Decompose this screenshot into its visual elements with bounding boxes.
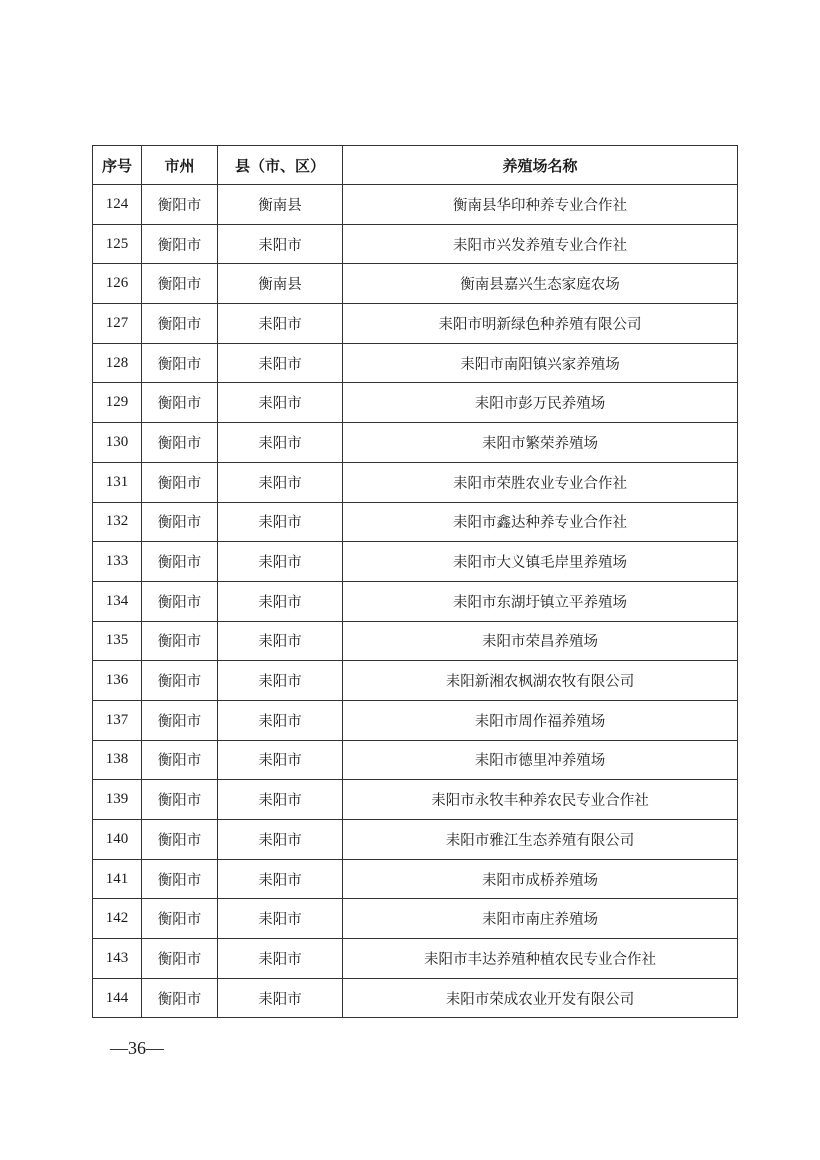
header-farm-name: 养殖场名称 — [343, 146, 738, 185]
table-row — [93, 661, 738, 701]
cell-county: 耒阳市 — [218, 423, 343, 463]
cell-farm-name: 耒阳市周作福养殖场 — [343, 700, 738, 740]
table-row — [93, 343, 738, 383]
cell-serial-number: 141 — [93, 859, 142, 899]
cell-county: 耒阳市 — [218, 661, 343, 701]
header-serial-number: 序号 — [93, 146, 142, 185]
cell-county: 耒阳市 — [218, 502, 343, 542]
page-number: —36— — [110, 1038, 164, 1058]
cell-farm-name: 耒阳市荣成农业开发有限公司 — [343, 978, 738, 1018]
cell-city: 衡阳市 — [142, 343, 218, 383]
cell-city: 衡阳市 — [142, 304, 218, 344]
header-county: 县（市、区） — [218, 146, 343, 185]
cell-farm-name: 耒阳市鑫达种养专业合作社 — [343, 502, 738, 542]
cell-county: 耒阳市 — [218, 780, 343, 820]
cell-farm-name: 耒阳市成桥养殖场 — [343, 859, 738, 899]
cell-county: 耒阳市 — [218, 581, 343, 621]
cell-city: 衡阳市 — [142, 780, 218, 820]
cell-city: 衡阳市 — [142, 939, 218, 979]
table-body — [93, 185, 738, 1018]
cell-serial-number: 142 — [93, 899, 142, 939]
table-row — [93, 939, 738, 979]
cell-county: 耒阳市 — [218, 383, 343, 423]
cell-county: 耒阳市 — [218, 304, 343, 344]
cell-farm-name: 耒阳市东湖圩镇立平养殖场 — [343, 581, 738, 621]
cell-county: 耒阳市 — [218, 859, 343, 899]
cell-city: 衡阳市 — [142, 383, 218, 423]
cell-serial-number: 131 — [93, 462, 142, 502]
cell-farm-name: 耒阳市永牧丰种养农民专业合作社 — [343, 780, 738, 820]
cell-city: 衡阳市 — [142, 820, 218, 860]
cell-farm-name: 耒阳市荣昌养殖场 — [343, 621, 738, 661]
cell-county: 耒阳市 — [218, 939, 343, 979]
cell-serial-number: 143 — [93, 939, 142, 979]
table-row — [93, 423, 738, 463]
cell-serial-number: 127 — [93, 304, 142, 344]
cell-serial-number: 133 — [93, 542, 142, 582]
cell-farm-name: 耒阳市南阳镇兴家养殖场 — [343, 343, 738, 383]
cell-farm-name: 耒阳市德里冲养殖场 — [343, 740, 738, 780]
table-row — [93, 859, 738, 899]
cell-county: 耒阳市 — [218, 740, 343, 780]
table-row — [93, 185, 738, 225]
table-row — [93, 899, 738, 939]
cell-farm-name: 耒阳市兴发养殖专业合作社 — [343, 224, 738, 264]
cell-farm-name: 耒阳市大义镇毛岸里养殖场 — [343, 542, 738, 582]
cell-county: 耒阳市 — [218, 343, 343, 383]
cell-farm-name: 耒阳市丰达养殖种植农民专业合作社 — [343, 939, 738, 979]
cell-serial-number: 139 — [93, 780, 142, 820]
cell-farm-name: 耒阳市雅江生态养殖有限公司 — [343, 820, 738, 860]
farm-list-table — [92, 145, 738, 1018]
cell-county: 耒阳市 — [218, 621, 343, 661]
table-row — [93, 820, 738, 860]
cell-city: 衡阳市 — [142, 502, 218, 542]
table-row — [93, 224, 738, 264]
cell-city: 衡阳市 — [142, 621, 218, 661]
table-row — [93, 383, 738, 423]
cell-serial-number: 130 — [93, 423, 142, 463]
cell-county: 耒阳市 — [218, 820, 343, 860]
cell-city: 衡阳市 — [142, 185, 218, 225]
cell-county: 耒阳市 — [218, 978, 343, 1018]
table-row — [93, 621, 738, 661]
cell-serial-number: 137 — [93, 700, 142, 740]
table-header — [93, 146, 738, 185]
cell-city: 衡阳市 — [142, 899, 218, 939]
cell-city: 衡阳市 — [142, 740, 218, 780]
table-row — [93, 700, 738, 740]
cell-farm-name: 耒阳市南庄养殖场 — [343, 899, 738, 939]
cell-farm-name: 耒阳市明新绿色种养殖有限公司 — [343, 304, 738, 344]
cell-city: 衡阳市 — [142, 542, 218, 582]
cell-serial-number: 129 — [93, 383, 142, 423]
cell-county: 耒阳市 — [218, 542, 343, 582]
cell-county: 衡南县 — [218, 185, 343, 225]
table-row — [93, 581, 738, 621]
cell-county: 耒阳市 — [218, 899, 343, 939]
table-row — [93, 502, 738, 542]
cell-city: 衡阳市 — [142, 978, 218, 1018]
cell-county: 耒阳市 — [218, 224, 343, 264]
cell-farm-name: 衡南县华印种养专业合作社 — [343, 185, 738, 225]
cell-serial-number: 138 — [93, 740, 142, 780]
table-row — [93, 780, 738, 820]
cell-city: 衡阳市 — [142, 700, 218, 740]
cell-serial-number: 134 — [93, 581, 142, 621]
cell-serial-number: 144 — [93, 978, 142, 1018]
table-row — [93, 542, 738, 582]
cell-county: 耒阳市 — [218, 462, 343, 502]
cell-city: 衡阳市 — [142, 423, 218, 463]
cell-serial-number: 128 — [93, 343, 142, 383]
cell-serial-number: 124 — [93, 185, 142, 225]
cell-serial-number: 132 — [93, 502, 142, 542]
cell-county: 耒阳市 — [218, 700, 343, 740]
cell-farm-name: 耒阳市彭万民养殖场 — [343, 383, 738, 423]
cell-serial-number: 136 — [93, 661, 142, 701]
table-row — [93, 978, 738, 1018]
cell-farm-name: 耒阳新湘农枫湖农牧有限公司 — [343, 661, 738, 701]
table-row — [93, 264, 738, 304]
cell-farm-name: 衡南县嘉兴生态家庭农场 — [343, 264, 738, 304]
cell-city: 衡阳市 — [142, 224, 218, 264]
cell-county: 衡南县 — [218, 264, 343, 304]
table-row — [93, 740, 738, 780]
cell-serial-number: 135 — [93, 621, 142, 661]
cell-farm-name: 耒阳市荣胜农业专业合作社 — [343, 462, 738, 502]
cell-city: 衡阳市 — [142, 264, 218, 304]
cell-farm-name: 耒阳市繁荣养殖场 — [343, 423, 738, 463]
cell-city: 衡阳市 — [142, 462, 218, 502]
table-row — [93, 304, 738, 344]
cell-city: 衡阳市 — [142, 859, 218, 899]
cell-serial-number: 125 — [93, 224, 142, 264]
table-row — [93, 462, 738, 502]
header-city: 市州 — [142, 146, 218, 185]
cell-serial-number: 140 — [93, 820, 142, 860]
cell-serial-number: 126 — [93, 264, 142, 304]
cell-city: 衡阳市 — [142, 661, 218, 701]
header-row — [93, 146, 738, 185]
cell-city: 衡阳市 — [142, 581, 218, 621]
